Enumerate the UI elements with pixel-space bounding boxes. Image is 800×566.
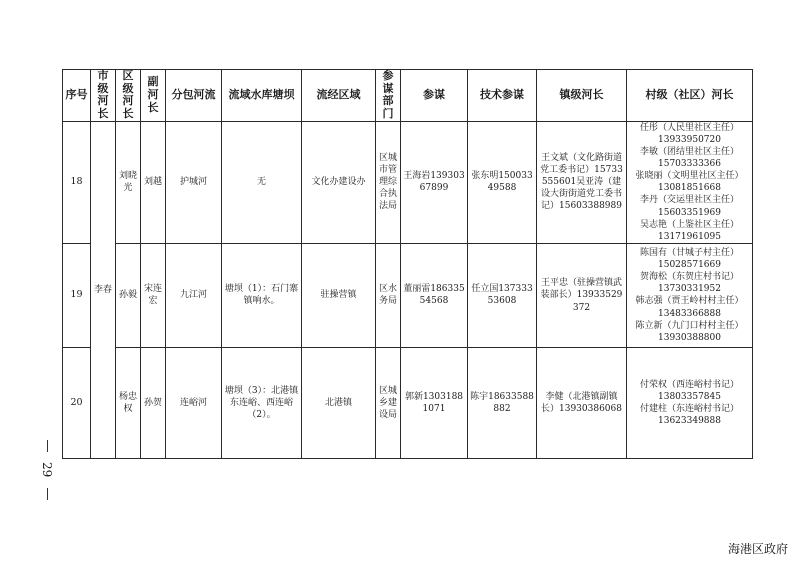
advisor-cell: 王海岩13930367899 — [401, 121, 468, 243]
page-number-text: 29 — [40, 462, 54, 478]
district-chief-cell: 孙毅 — [116, 243, 141, 347]
area-cell: 驻操营镇 — [302, 243, 376, 347]
dept-cell: 区水务局 — [376, 243, 401, 347]
village-chief-cell — [627, 347, 753, 458]
village-chief-cell — [627, 243, 753, 347]
deputy-chief-cell: 刘越 — [141, 121, 166, 243]
village-line: 任彤（人民里社区主任） — [639, 122, 739, 133]
header-area: 流经区域 — [302, 70, 376, 122]
river-cell: 九江河 — [166, 243, 222, 347]
header-town-chief: 镇级河长 — [537, 70, 627, 122]
reservoir-cell: 塘坝（3）：北港镇东连峪、西连峪（2）。 — [222, 347, 302, 458]
village-line: 13730331952 — [658, 284, 721, 295]
village-line: 付建柱（东连峪村书记） — [639, 403, 739, 414]
header-deputy-chief: 副河长 — [141, 70, 166, 122]
district-chief-cell: 刘晓光 — [116, 121, 141, 243]
page-number — [37, 440, 57, 500]
village-line: 13933950720 — [658, 134, 721, 145]
watermark: 海港区政府 — [727, 542, 788, 556]
river-cell: 连峪河 — [166, 347, 222, 458]
river-chief-table — [62, 69, 753, 459]
district-chief-cell: 杨忠权 — [116, 347, 141, 458]
deputy-chief-cell: 孙贺 — [141, 347, 166, 458]
village-line: 韩志强（贾王岭村村主任） — [635, 296, 744, 307]
row-seq: 18 — [63, 121, 91, 243]
area-cell: 文化办建设办 — [302, 121, 376, 243]
village-line: 贺海松（东贺庄村书记） — [639, 272, 739, 283]
header-tech-advisor: 技术参谋 — [468, 70, 537, 122]
reservoir-cell: 塘坝（1）：石门寨镇响水。 — [222, 243, 302, 347]
header-advisor: 参谋 — [401, 70, 468, 122]
river-cell: 护城河 — [166, 121, 222, 243]
village-line: 李丹（交运里社区主任） — [639, 195, 739, 206]
village-line: 15703333366 — [658, 158, 721, 169]
city-chief-cell: 李春 — [91, 121, 116, 458]
village-line: 13803357845 — [658, 391, 721, 402]
table-row — [63, 243, 753, 347]
village-line: 张晓丽（文明里社区主任） — [635, 171, 744, 182]
row-seq: 20 — [63, 347, 91, 458]
header-reservoir: 流域水库塘坝 — [222, 70, 302, 122]
advisor-cell: 董丽雷18633554568 — [401, 243, 468, 347]
village-line: 13930388800 — [658, 332, 721, 343]
village-line: 陈国有（甘城子村主任） — [639, 247, 739, 258]
page-number-dash — [47, 440, 48, 452]
table-row — [63, 347, 753, 458]
village-line: 13081851668 — [658, 183, 721, 194]
village-line: 13623349888 — [658, 416, 721, 427]
tech-advisor-cell: 任立国13733353608 — [468, 243, 537, 347]
header-seq: 序号 — [63, 70, 91, 122]
village-line: 13171961095 — [658, 231, 721, 242]
village-line: 13483366888 — [658, 308, 721, 319]
row-seq: 19 — [63, 243, 91, 347]
town-chief-cell: 王文斌（文化路街道党工委书记）15733555601吴亚涛（建设大街街道党工委书记）15603388989 — [537, 121, 627, 243]
village-chief-cell — [627, 121, 753, 243]
village-line: 付荣权（西连峪村书记） — [639, 379, 739, 390]
tech-advisor-cell: 陈宇18633588882 — [468, 347, 537, 458]
header-river: 分包河流 — [166, 70, 222, 122]
village-line: 李敏（团结里社区主任） — [639, 146, 739, 157]
area-cell: 北港镇 — [302, 347, 376, 458]
dept-cell: 区城乡建设局 — [376, 347, 401, 458]
header-dept: 参谋部门 — [376, 70, 401, 122]
header-row — [63, 70, 753, 122]
deputy-chief-cell: 宋连宏 — [141, 243, 166, 347]
dept-cell: 区城市管理综合执法局 — [376, 121, 401, 243]
header-district-chief: 区级河长 — [116, 70, 141, 122]
advisor-cell: 郭新13031881071 — [401, 347, 468, 458]
town-chief-cell: 李健（北港镇副镇长）13930386068 — [537, 347, 627, 458]
village-line: 陈立新（九门口村村主任） — [635, 320, 744, 331]
header-city-chief: 市级河长 — [91, 70, 116, 122]
village-line: 15028571669 — [658, 260, 721, 271]
page-number-dash — [47, 488, 48, 500]
tech-advisor-cell: 张东明15003349588 — [468, 121, 537, 243]
village-line: 吴志艳（上鉴社区主任） — [639, 219, 739, 230]
header-village-chief: 村级（社区）河长 — [627, 70, 753, 122]
village-line: 15603351969 — [658, 207, 721, 218]
town-chief-cell: 王平忠（驻操营镇武装部长）13933529372 — [537, 243, 627, 347]
reservoir-cell: 无 — [222, 121, 302, 243]
table-row — [63, 121, 753, 243]
